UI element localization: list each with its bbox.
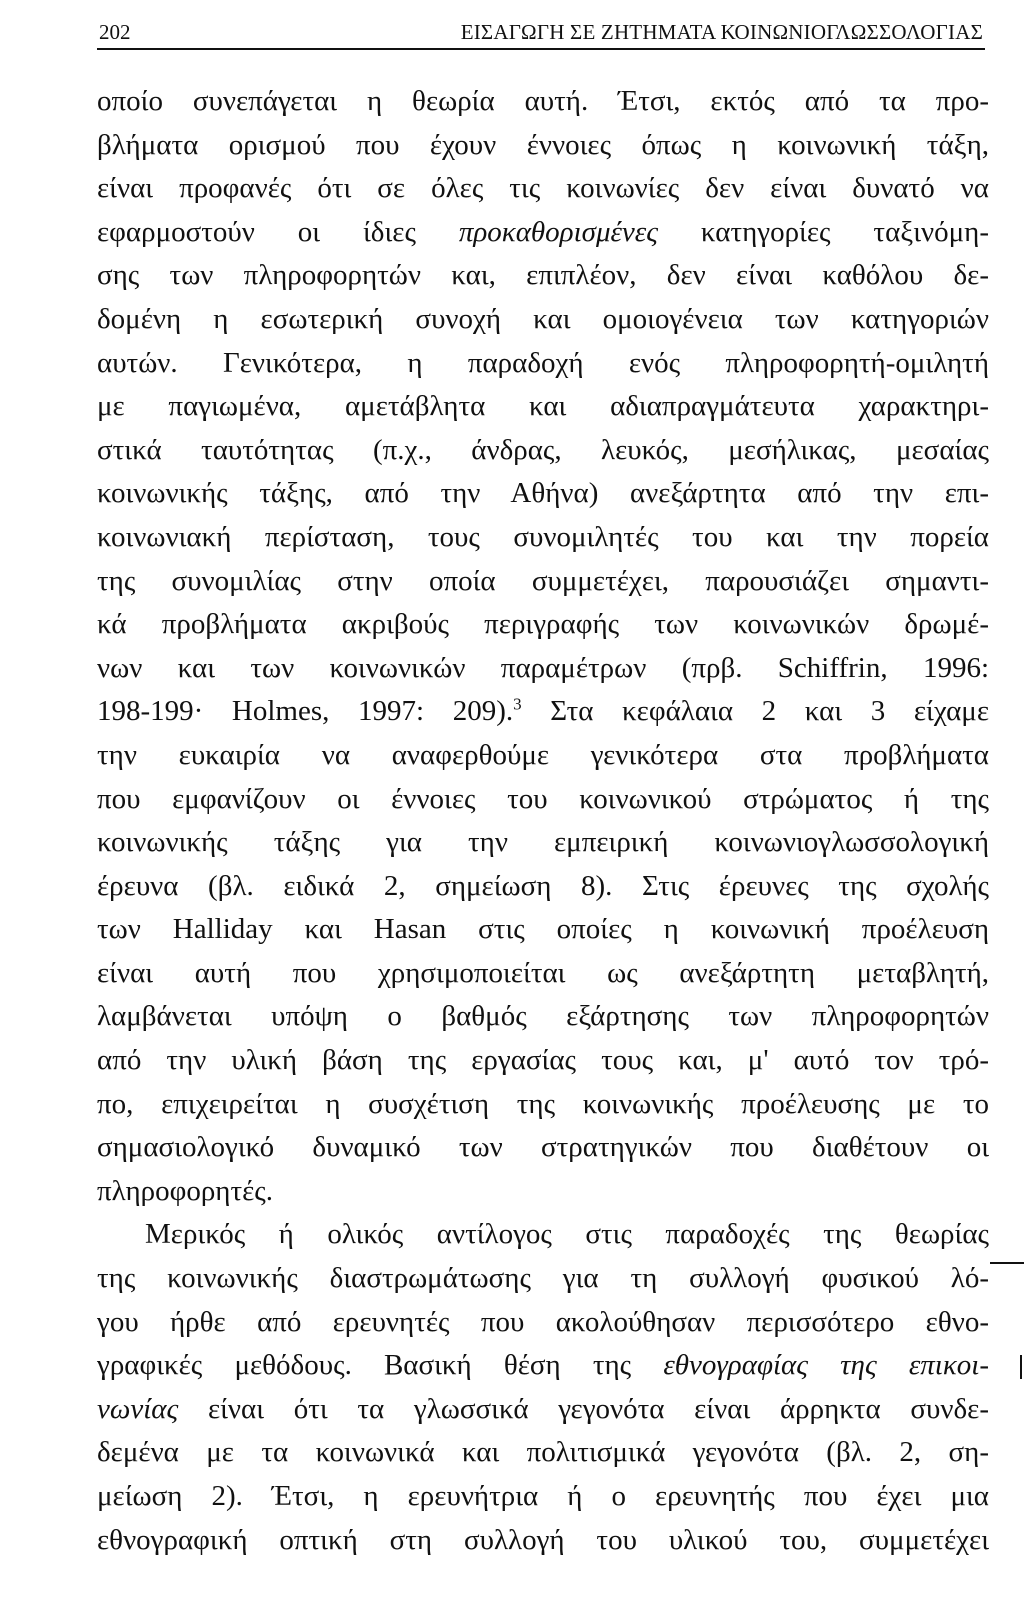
running-title: ΕΙΣΑΓΩΓΗ ΣΕ ΖΗΤΗΜΑΤΑ ΚΟΙΝΩΝΙΟΓΛΩΣΣΟΛΟΓΙΑΣ (460, 20, 983, 44)
text-run: κατηγορίες ταξινόμη- (658, 215, 989, 248)
page-number: 202 (99, 20, 131, 44)
text-line: νων και των κοινωνικών παραμέτρων (πρβ. Schiffrin, 1996: (97, 651, 989, 684)
text-line: εθνογραφική οπτική στη συλλογή του υλικού του, συμμετέχει (97, 1523, 989, 1556)
text-line: των Halliday και Hasan στις οποίες η κοινωνική προέλευση (97, 913, 989, 946)
text-line: έρευνα (βλ. ειδικά 2, σημείωση 8). Στις έρευνες της σχολής (97, 869, 989, 902)
italic-term: εθνογραφίας της επικοι- (663, 1349, 990, 1382)
text-line (97, 690, 989, 734)
text-line: αυτών. Γενικότερα, η παραδοχή ενός πληροφορητή-ομιλητή (97, 346, 989, 379)
text-line: είναι προφανές ότι σε όλες τις κοινωνίες δεν είναι δυνατό να (97, 172, 989, 205)
footnote-ref[interactable]: 3 (513, 694, 522, 714)
text-line: πληροφορητές. (97, 1174, 274, 1207)
text-line: με παγιωμένα, αμετάβλητα και αδιαπραγμάτευτα χαρακτηρι- (97, 390, 989, 423)
text-run: είναι ότι τα γλωσσικά γεγονότα είναι άρρηκτα συνδε- (178, 1392, 989, 1425)
running-head (97, 18, 985, 50)
text-line: βλήματα ορισμού που έχουν έννοιες όπως η κοινωνική τάξη, (97, 128, 989, 161)
italic-term: νωνίας (97, 1392, 179, 1425)
text-line: μείωση 2). Έτσι, η ερευνήτρια ή ο ερευνητής που έχει μια (97, 1480, 989, 1512)
text-line (97, 1344, 989, 1388)
text-line: οποίο συνεπάγεται η θεωρία αυτή. Έτσι, εκτός από τα προ- (97, 85, 989, 117)
text-line: γου ήρθε από ερευνητές που ακολούθησαν περισσότερο εθνο- (97, 1305, 989, 1338)
body-text (97, 80, 989, 1562)
text-line: κοινωνικής τάξης, από την Αθήνα) ανεξάρτητα από την επι- (97, 477, 989, 510)
text-run: 198-199· Holmes, 1997: 209). (97, 695, 514, 728)
text-line: στικά ταυτότητας (π.χ., άνδρας, λευκός, μεσήλικας, μεσαίας (97, 433, 989, 466)
text-line: της κοινωνικής διαστρωμάτωσης για τη συλλογή φυσικού λό- (97, 1262, 989, 1295)
text-line (97, 1388, 989, 1432)
text-line: σης των πληροφορητών και, επιπλέον, δεν είναι καθόλου δε- (97, 259, 989, 292)
text-line: που εμφανίζουν οι έννοιες του κοινωνικού στρώματος ή της (97, 782, 989, 815)
text-line: είναι αυτή που χρησιμοποιείται ως ανεξάρτητη μεταβλητή, (97, 956, 989, 989)
text-line: δομένη η εσωτερική συνοχή και ομοιογένεια των κατηγοριών (97, 302, 989, 335)
text-line: λαμβάνεται υπόψη ο βαθμός εξάρτησης των πληροφορητών (97, 1000, 989, 1033)
text-line: σημασιολογικό δυναμικό των στρατηγικών που διαθέτουν οι (97, 1131, 989, 1164)
text-line: Μερικός ή ολικός αντίλογος στις παραδοχές της θεωρίας (145, 1218, 989, 1251)
italic-term: προκαθορισμένες (458, 215, 658, 248)
margin-tick (1020, 1355, 1022, 1379)
text-line: της συνομιλίας στην οποία συμμετέχει, παρουσιάζει σημαντι- (97, 564, 989, 597)
text-line: κά προβλήματα ακριβούς περιγραφής των κοινωνικών δρωμέ- (97, 608, 989, 641)
margin-mark (990, 1262, 1024, 1264)
text-line: πο, επιχειρείται η συσχέτιση της κοινωνικής προέλευσης με το (97, 1087, 989, 1120)
text-line: κοινωνικής τάξης για την εμπειρική κοινωνιογλωσσολογική (97, 826, 989, 859)
text-run: εφαρμοστούν οι ίδιες (97, 215, 459, 248)
text-line: την ευκαιρία να αναφερθούμε γενικότερα στα προβλήματα (97, 738, 989, 771)
text-run: γραφικές μεθόδους. Βασική θέση της (97, 1349, 664, 1382)
text-line: δεμένα με τα κοινωνικά και πολιτισμικά γεγονότα (βλ. 2, ση- (97, 1436, 989, 1469)
text-line: κοινωνιακή περίσταση, τους συνομιλητές του και την πορεία (97, 520, 989, 553)
text-line: από την υλική βάση της εργασίας τους και, μ' αυτό τον τρό- (97, 1044, 989, 1077)
text-line (97, 211, 989, 255)
text-run: Στα κεφάλαια 2 και 3 είχαμε (521, 695, 989, 728)
